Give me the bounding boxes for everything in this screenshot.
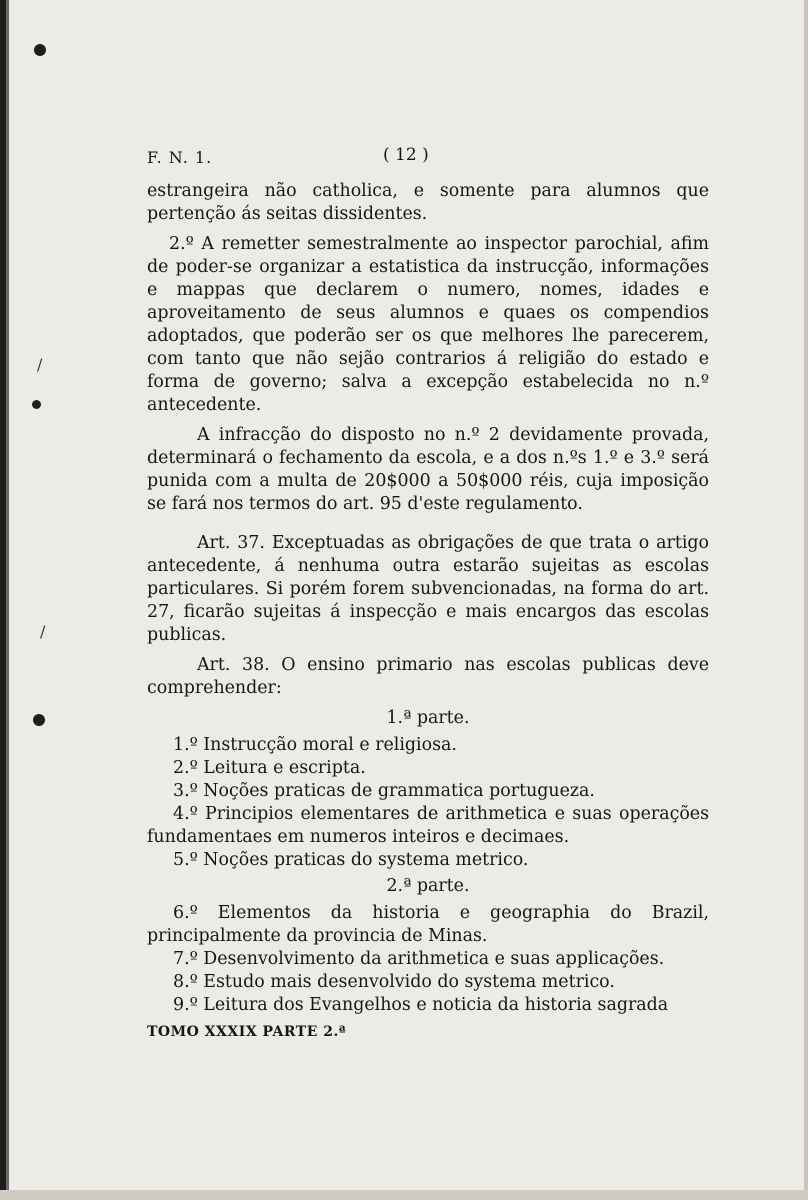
list-item: 6.º Elementos da historia e geographia do Brazil, principalmente da provincia de Minas.: [147, 903, 709, 946]
part-1-heading: 1.ª parte.: [386, 708, 470, 728]
page-bottom-edge: [0, 1190, 808, 1200]
list-item: 2.º Leitura e escripta.: [173, 758, 366, 778]
page-number: ( 12 ): [383, 145, 429, 165]
page-edge: [804, 0, 808, 1200]
page-text: [147, 140, 709, 1044]
header-reference: F. N. 1.: [147, 148, 213, 167]
list-item: 5.º Noções praticas do systema metrico.: [173, 850, 529, 870]
list-item: 9.º Leitura dos Evangelhos e noticia da historia sagrada: [173, 995, 669, 1015]
article-38: Art. 38. O ensino primario nas escolas publicas deve comprehender:: [147, 655, 709, 698]
part-2-heading: 2.ª parte.: [386, 876, 470, 896]
paragraph: 2.º A remetter semestralmente ao inspector parochial, afim de poder-se organizar a estatistica da instrucção, informações e mappas que declarem o numero, nomes, idades e aproveitamento de seus alumnos e quaes os compendios adoptados, que poderão ser os que melhores lhe parecerem, com tanto que não sejão contrarios á religião do estado e forma de governo; salva a excepção estabelecida no n.º antecedente.: [147, 234, 709, 415]
article-37: Art. 37. Exceptuadas as obrigações de que trata o artigo antecedente, á nenhuma outra estarão sujeitas as escolas particulares. Si porém forem subvencionadas, na forma do art. 27, ficarão sujeitas á inspecção e mais encargos das escolas publicas.: [147, 533, 709, 645]
list-item: 3.º Noções praticas de grammatica portugueza.: [173, 781, 595, 801]
pencil-mark: /: [40, 622, 46, 641]
signature-footer: TOMO XXXIX PARTE 2.ª: [147, 1024, 347, 1040]
list-item: 4.º Principios elementares de arithmetica e suas operações fundamentaes em numeros inteiros e decimaes.: [147, 804, 709, 847]
page-header: [147, 140, 709, 180]
pencil-mark: /: [37, 355, 43, 374]
paragraph: A infracção do disposto no n.º 2 devidamente provada, determinará o fechamento da escola, e a dos n.ºs 1.º e 3.º será punida com a multa de 20$000 a 50$000 réis, cuja imposição se fará nos termos do art. 95 d'este regulamento.: [147, 425, 709, 514]
binding-hole: [32, 400, 41, 409]
binding-shadow: [6, 0, 9, 1200]
paragraph: estrangeira não catholica, e somente para alumnos que pertenção ás seitas dissidentes.: [147, 181, 709, 224]
binding-hole: [33, 714, 45, 726]
list-item: 7.º Desenvolvimento da arithmetica e suas applicações.: [173, 949, 665, 969]
binding-hole: [34, 44, 46, 56]
list-item: 8.º Estudo mais desenvolvido do systema metrico.: [173, 972, 615, 992]
list-item: 1.º Instrucção moral e religiosa.: [173, 735, 457, 755]
